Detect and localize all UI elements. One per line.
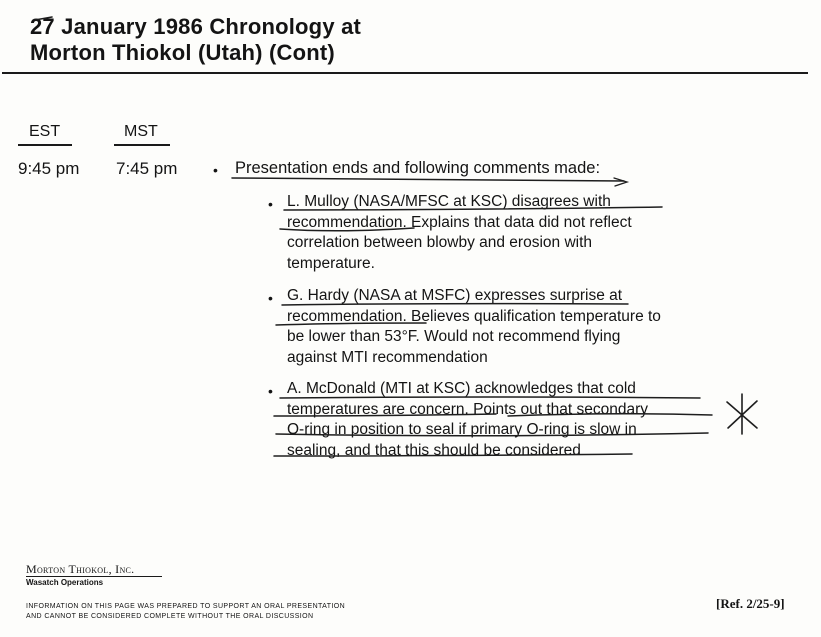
mst-time: 7:45 pm [116,159,178,178]
company-name: Morton Thiokol, Inc. [26,562,135,576]
reference-number: [Ref. 2/25-9] [716,596,785,611]
division-name: Wasatch Operations [26,578,104,587]
title-line-1: 27 January 1986 Chronology at [30,14,362,39]
mst-column-header: MST [124,123,158,140]
mst-header-underline [114,144,170,146]
est-time: 9:45 pm [18,159,80,178]
est-header-underline [18,144,72,146]
est-column-header: EST [29,123,61,140]
company-underline [26,576,162,577]
main-entry-text: Presentation ends and following comments made: [235,159,601,177]
disclaimer-text: INFORMATION ON THIS PAGE WAS PREPARED TO SUPPORT AN ORAL PRESENTATION AND CANNOT BE CONSIDERED COMPLETE WITHOUT THE ORAL DISCUSSION [26,603,346,620]
page-title [30,14,361,66]
comment-hardy: G. Hardy (NASA at MSFC) expresses surprise at recommendation. Believes qualification temperature to be lower than 53°F. Would not recommend flying against MTI recommendation [287,287,661,366]
comment-mcdonald: A. McDonald (MTI at KSC) acknowledges that cold temperatures are concern. Points out that secondary O-ring in position to seal if primary O-ring is slow in sealing, and that this should be considered [287,380,649,459]
title-line-2: Morton Thiokol (Utah) (Cont) [30,40,335,65]
comment-bullet: • [268,383,273,399]
comment-bullet: • [268,196,273,212]
comment-bullet: • [268,290,273,306]
title-divider [2,72,808,74]
main-bullet: • [213,162,218,178]
comment-mulloy: L. Mulloy (NASA/MFSC at KSC) disagrees with recommendation. Explains that data did not reflect correlation between blowby and erosion with temperature. [287,193,632,272]
underline-main [232,178,624,181]
underline-main-arrow [614,178,627,186]
